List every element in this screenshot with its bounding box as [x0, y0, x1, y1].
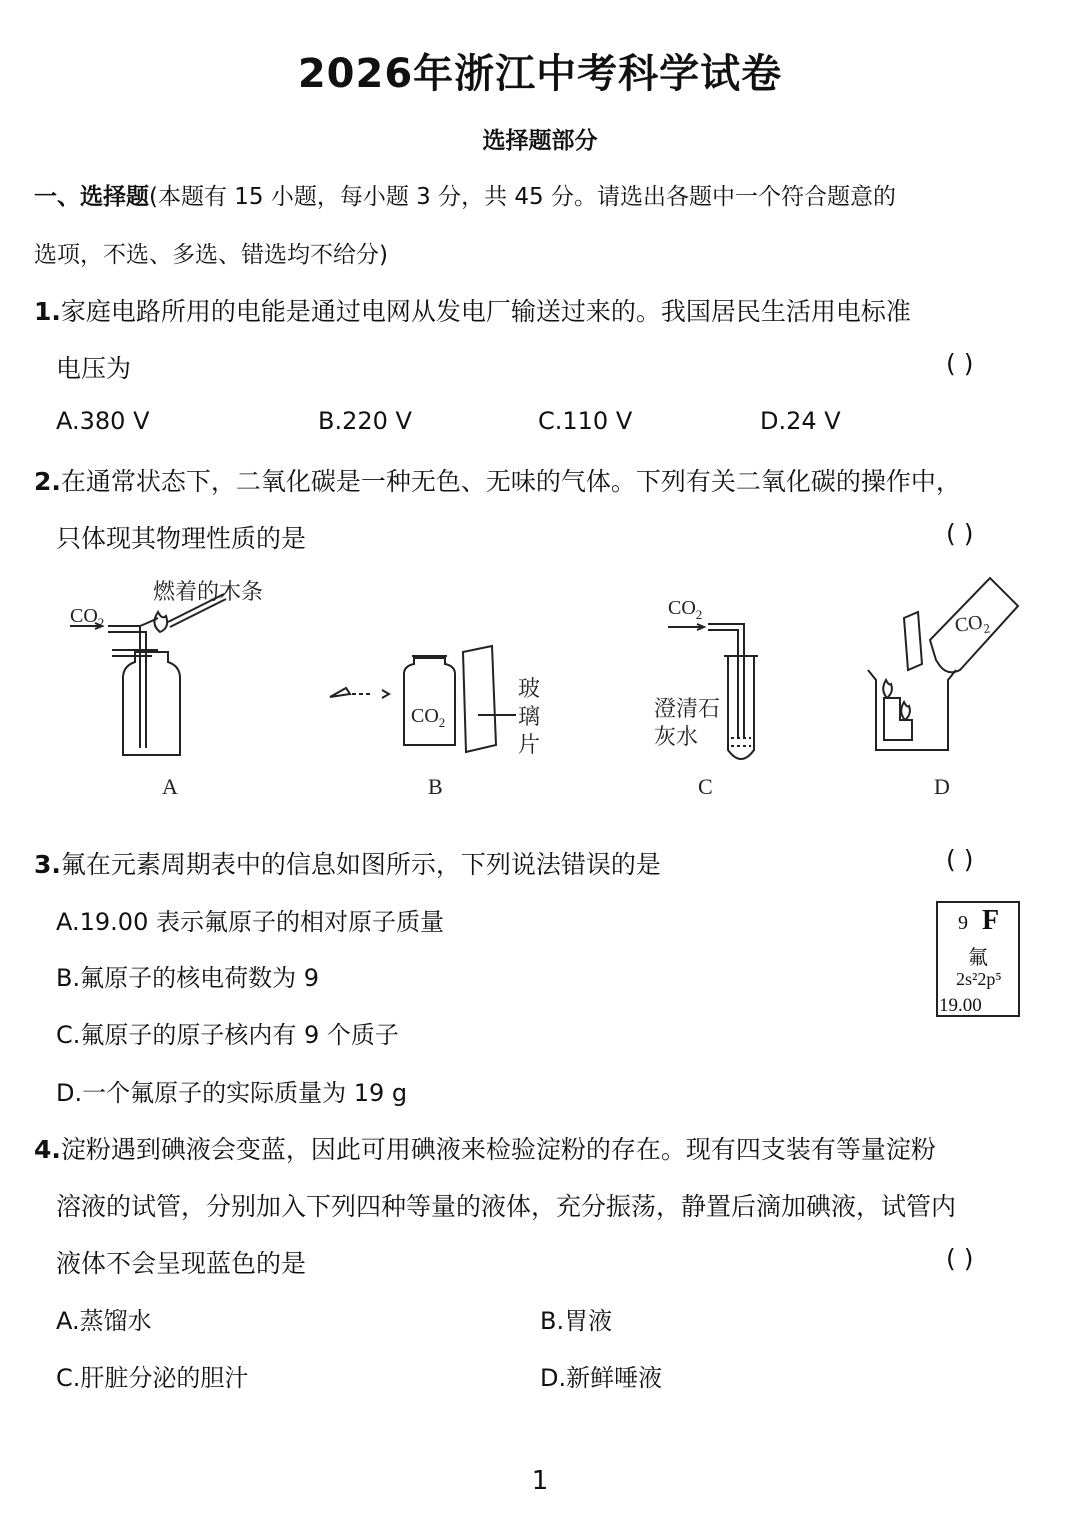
figure-b-gas-jar [330, 646, 516, 752]
option-d: D.一个氟原子的实际质量为 19 g [56, 1079, 408, 1107]
svg-text:片: 片 [518, 732, 541, 757]
element-symbol: F [982, 905, 1000, 936]
option-a: A.蒸馏水 [56, 1307, 152, 1335]
section-line2: 选项，不选、多选、错选均不给分) [34, 242, 388, 268]
svg-text:B: B [428, 774, 443, 799]
svg-text:D: D [934, 774, 950, 799]
question-3-line1 [34, 845, 661, 881]
figure-d-beaker [868, 578, 1018, 750]
svg-text:A: A [162, 774, 178, 799]
option-a: A.19.00 表示氟原子的相对原子质量 [56, 908, 444, 936]
option-b: B.220 V [318, 407, 412, 435]
option-d: D.新鲜唾液 [540, 1364, 663, 1392]
svg-text:CO2: $CO_2$ [70, 605, 105, 630]
question-text: 氟在元素周期表中的信息如图所示，下列说法错误的是 [60, 850, 661, 879]
answer-paren: ( ) [946, 519, 974, 548]
question-4-line3: 液体不会呈现蓝色的是 [56, 1249, 307, 1278]
section-instructions [34, 178, 896, 211]
question-1-line2: 电压为 [56, 354, 132, 383]
section-subtitle: 选择题部分 [482, 128, 598, 154]
svg-text:灰水: 灰水 [654, 724, 699, 749]
question-2-line1 [34, 462, 961, 498]
svg-text:澄清石: 澄清石 [654, 696, 721, 721]
svg-text:玻: 玻 [518, 676, 541, 701]
page-title: 2026年浙江中考科学试卷 [297, 51, 783, 97]
question-text: 在通常状态下，二氧化碳是一种无色、无味的气体。下列有关二氧化碳的操作中， [60, 467, 961, 496]
electron-config: 2s²2p⁵ [956, 969, 1002, 989]
section-line1: (本题有 15 小题，每小题 3 分，共 45 分。请选出各题中一个符合题意的 [149, 184, 897, 210]
question-4-line2: 溶液的试管，分别加入下列四种等量的液体，充分振荡，静置后滴加碘液，试管内 [56, 1192, 957, 1221]
option-c: C.氟原子的原子核内有 9 个质子 [56, 1021, 399, 1049]
question-text: 淀粉遇到碘液会变蓝，因此可用碘液来检验淀粉的存在。现有四支装有等量淀粉 [60, 1135, 936, 1164]
option-d: D.24 V [760, 407, 841, 435]
question-1-line1 [34, 292, 911, 328]
answer-paren: ( ) [946, 1244, 974, 1273]
question-4-line1 [34, 1130, 936, 1166]
co2-experiment-figure [0, 570, 1080, 810]
question-number: 1. [34, 297, 61, 326]
question-number: 2. [34, 467, 61, 496]
question-2-line2: 只体现其物理性质的是 [56, 524, 307, 553]
element-name: 氟 [968, 945, 988, 969]
svg-text:CO2: $CO_2$ [411, 705, 446, 730]
option-b: B.氟原子的核电荷数为 9 [56, 964, 319, 992]
svg-text:C: C [698, 774, 713, 799]
fluorine-element-card [936, 901, 1020, 1017]
option-b: B.胃液 [540, 1307, 613, 1335]
question-number: 3. [34, 850, 61, 879]
option-c: C.肝脏分泌的胆汁 [56, 1364, 249, 1392]
atomic-mass: 19.00 [939, 995, 982, 1016]
figure-a-text: 燃着的木条 [153, 579, 264, 604]
option-a: A.380 V [56, 407, 150, 435]
question-text: 家庭电路所用的电能是通过电网从发电厂输送过来的。我国居民生活用电标准 [60, 297, 911, 326]
option-c: C.110 V [538, 407, 633, 435]
svg-text:CO2: $CO_2$ [668, 597, 703, 622]
answer-paren: ( ) [946, 845, 974, 874]
svg-text:璃: 璃 [518, 704, 541, 729]
atomic-number: 9 [958, 912, 968, 934]
section-heading: 一、选择题 [34, 184, 149, 210]
page-number: 1 [531, 1466, 549, 1496]
question-number: 4. [34, 1135, 61, 1164]
answer-paren: ( ) [946, 349, 974, 378]
svg-text:CO2: $CO_2$ [953, 611, 991, 637]
